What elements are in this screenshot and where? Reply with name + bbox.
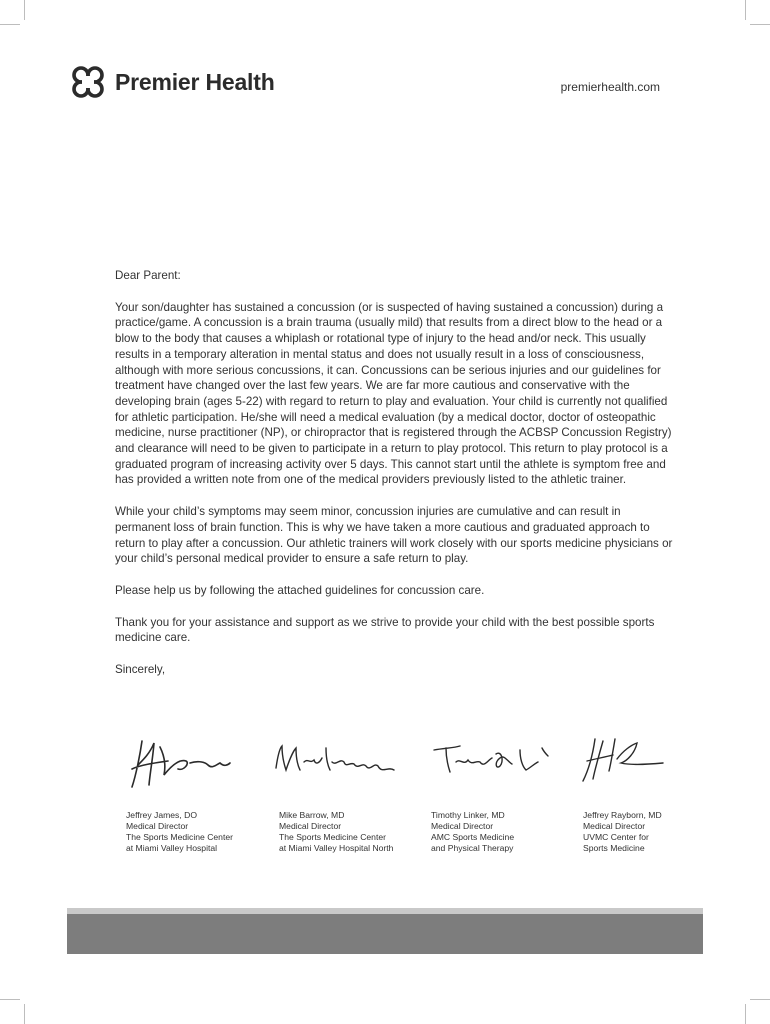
signatory-org-line: Sports Medicine — [583, 843, 645, 853]
brand-name: Premier Health — [115, 68, 275, 95]
letter-body — [115, 268, 675, 694]
signatory-block-4 — [583, 810, 662, 854]
signatory-block-1 — [126, 810, 233, 854]
letter-paragraph-4: Thank you for your assistance and support as we strive to provide your child with the best possible sports medicine care. — [115, 615, 655, 645]
crop-mark-top-right-h — [750, 24, 770, 25]
signatory-org-line: at Miami Valley Hospital North — [279, 843, 394, 853]
premier-health-logo-icon — [67, 62, 111, 102]
signatory-org-line: and Physical Therapy — [431, 843, 514, 853]
signatory-org-line: at Miami Valley Hospital — [126, 843, 218, 853]
signature-timothy-linker — [430, 740, 560, 780]
crop-mark-top-left-h — [0, 24, 20, 25]
signature-jeffrey-rayborn — [575, 735, 670, 787]
signatory-org-line: The Sports Medicine Center — [126, 832, 233, 842]
letter-greeting: Dear Parent: — [115, 269, 181, 282]
crop-mark-top-left-v — [24, 0, 25, 20]
signatory-title: Medical Director — [583, 821, 646, 831]
signature-mike-barrow — [270, 740, 400, 785]
letter-paragraph-1: Your son/daughter has sustained a concussion (or is suspected of having sustained a concussion) during a practice/game. A concussion is a brain trauma (usually mild) that results from a direct blow to the head or a blow to the body that causes a whiplash or rotational type of injury to the head and/or neck. This usually results in a temporary alteration in mental status and does not usually result in a loss of consciousness, although with more serious concussions, it can. Concussions can be serious injuries and our guidelines for treatment have changed over the last few years. We are far more cautious and conservative with the developing brain (ages 5-22) with regard to return to play and evaluation. Your child is currently not qualified for athletic participation. He/she will need a medical evaluation (by a medical doctor, doctor of osteopathic medicine, nurse practitioner (NP), or chiropractor that is registered through the ACBSP Concussion Registry) and clearance will need to be given to participate in a return to play protocol. This return to play protocol is a graduated program of increasing activity over 5 days. This cannot start until the athlete is symptom free and has provided a written note from one of the medical providers previously listed to the athletic trainer. — [115, 300, 672, 487]
signatory-title: Medical Director — [279, 821, 342, 831]
letter-paragraph-3: Please help us by following the attached guidelines for concussion care. — [115, 583, 485, 597]
signatory-org-line: AMC Sports Medicine — [431, 832, 515, 842]
footer-bar — [67, 914, 703, 954]
crop-mark-top-right-v — [745, 0, 746, 20]
signatory-name: Jeffrey Rayborn, MD — [583, 810, 662, 820]
letter-closing: Sincerely, — [115, 663, 166, 677]
brand-logo — [67, 62, 275, 102]
signatory-name: Jeffrey James, DO — [126, 810, 197, 820]
signature-jeffrey-james — [120, 735, 235, 795]
signatory-block-2 — [279, 810, 393, 854]
signatory-org-line: UVMC Center for — [583, 832, 649, 842]
signatory-title: Medical Director — [431, 821, 494, 831]
signatory-title: Medical Director — [126, 821, 189, 831]
letter-paragraph-2: While your child’s symptoms may seem minor, concussion injuries are cumulative and can result in permanent loss of brain function. This is why we have taken a more cautious and graduated approach to return to play after a concussion. Our athletic trainers will work closely with our sports medicine physicians or your child’s personal medical provider to ensure a safe return to play. — [115, 505, 673, 566]
crop-mark-bottom-right-v — [745, 1004, 746, 1024]
crop-mark-bottom-right-h — [750, 999, 770, 1000]
signatory-name: Timothy Linker, MD — [431, 810, 505, 820]
signatory-org-line: The Sports Medicine Center — [279, 832, 386, 842]
signatory-block-3 — [431, 810, 514, 854]
website-link[interactable]: premierhealth.com — [560, 80, 660, 94]
crop-mark-bottom-left-v — [24, 1004, 25, 1024]
signatory-name: Mike Barrow, MD — [279, 810, 345, 820]
crop-mark-bottom-left-h — [0, 999, 20, 1000]
